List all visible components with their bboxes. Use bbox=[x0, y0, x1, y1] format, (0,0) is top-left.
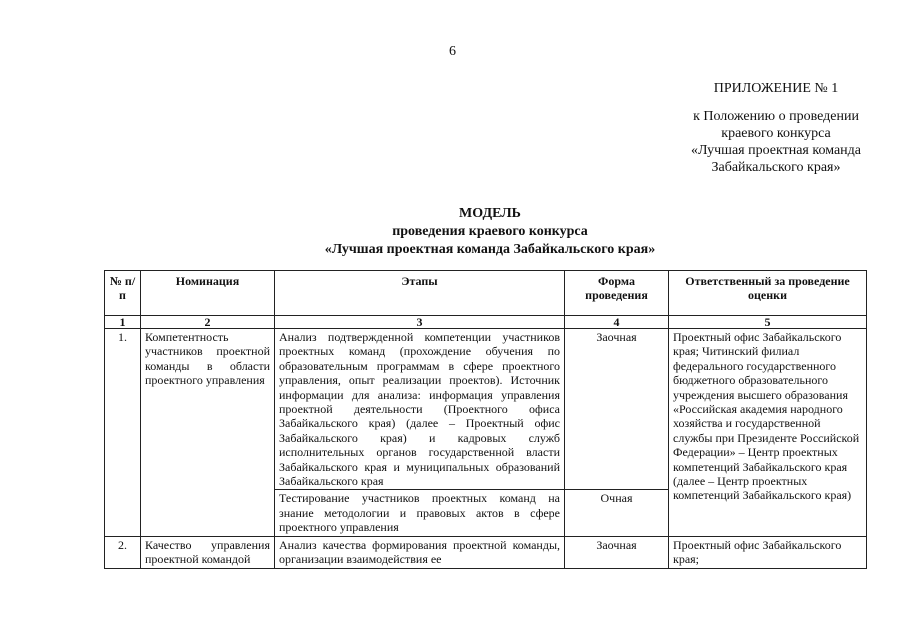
column-number-row bbox=[105, 316, 867, 329]
header-cell-nomination: Номинация bbox=[141, 271, 275, 316]
row-form: Очная bbox=[565, 490, 669, 536]
row-responsible: Проектный офис Забайкальского края; Читинский филиал федерального государственного бюджетного образовательного учреждения высшего образования «Российская академия народного хозяйства и государственной службы при Президенте Российской Федерации» – Центр проектных компетенций Забайкальского края (далее – Центр проектных компетенций Забайкальского края) bbox=[669, 329, 867, 537]
row-form: Заочная bbox=[565, 536, 669, 568]
heading-subtitle: проведения краевого конкурса bbox=[392, 224, 588, 239]
table-row bbox=[105, 329, 867, 490]
page-number: 6 bbox=[449, 44, 456, 59]
column-number: 5 bbox=[669, 316, 867, 329]
row-nomination: Компетентность участников проектной команды в области проектного управления bbox=[141, 329, 275, 537]
row-nomination: Качество управления проектной командой bbox=[141, 536, 275, 568]
appendix-line: к Положению о проведении bbox=[693, 109, 859, 124]
row-stage: Тестирование участников проектных команд на знание методологии и правовых актов в сфере проектного управления bbox=[275, 490, 565, 536]
heading-title: МОДЕЛЬ bbox=[459, 206, 521, 221]
appendix-block bbox=[676, 80, 876, 176]
row-stage: Анализ качества формирования проектной команды, организации взаимодействия ее bbox=[275, 536, 565, 568]
appendix-line: «Лучшая проектная команда bbox=[690, 143, 861, 158]
header-cell-form: Форма проведения bbox=[565, 271, 669, 316]
table-header-row bbox=[105, 271, 867, 316]
row-number: 2. bbox=[105, 536, 141, 568]
header-cell-stages: Этапы bbox=[275, 271, 565, 316]
document-heading bbox=[0, 205, 905, 259]
header-cell-number: № п/п bbox=[105, 271, 141, 316]
row-responsible: Проектный офис Забайкальского края; bbox=[669, 536, 867, 568]
column-number: 4 bbox=[565, 316, 669, 329]
row-stage: Анализ подтвержденной компетенции участников проектных команд (прохождение обучения по образовательным программам в сфере проектного управления, опыт реализации проектов). Источник информации для анализа: информация управления проектной деятельности (Проектного офиса Забайкальского края) (далее – Проектный офис Забайкальского края) и кадровых служб исполнительных органов государственной власти Забайкальского края и муниципальных образований Забайкальского края bbox=[275, 329, 565, 490]
column-number: 3 bbox=[275, 316, 565, 329]
table-row bbox=[105, 536, 867, 568]
heading-contest-name: «Лучшая проектная команда Забайкальского края» bbox=[324, 242, 656, 257]
appendix-line: краевого конкурса bbox=[721, 126, 831, 141]
model-table bbox=[104, 270, 867, 569]
row-number: 1. bbox=[105, 329, 141, 537]
appendix-title: ПРИЛОЖЕНИЕ № 1 bbox=[713, 81, 839, 96]
header-cell-responsible: Ответственный за проведение оценки bbox=[669, 271, 867, 316]
row-form: Заочная bbox=[565, 329, 669, 490]
appendix-line: Забайкальского края» bbox=[711, 160, 841, 175]
column-number: 1 bbox=[105, 316, 141, 329]
column-number: 2 bbox=[141, 316, 275, 329]
